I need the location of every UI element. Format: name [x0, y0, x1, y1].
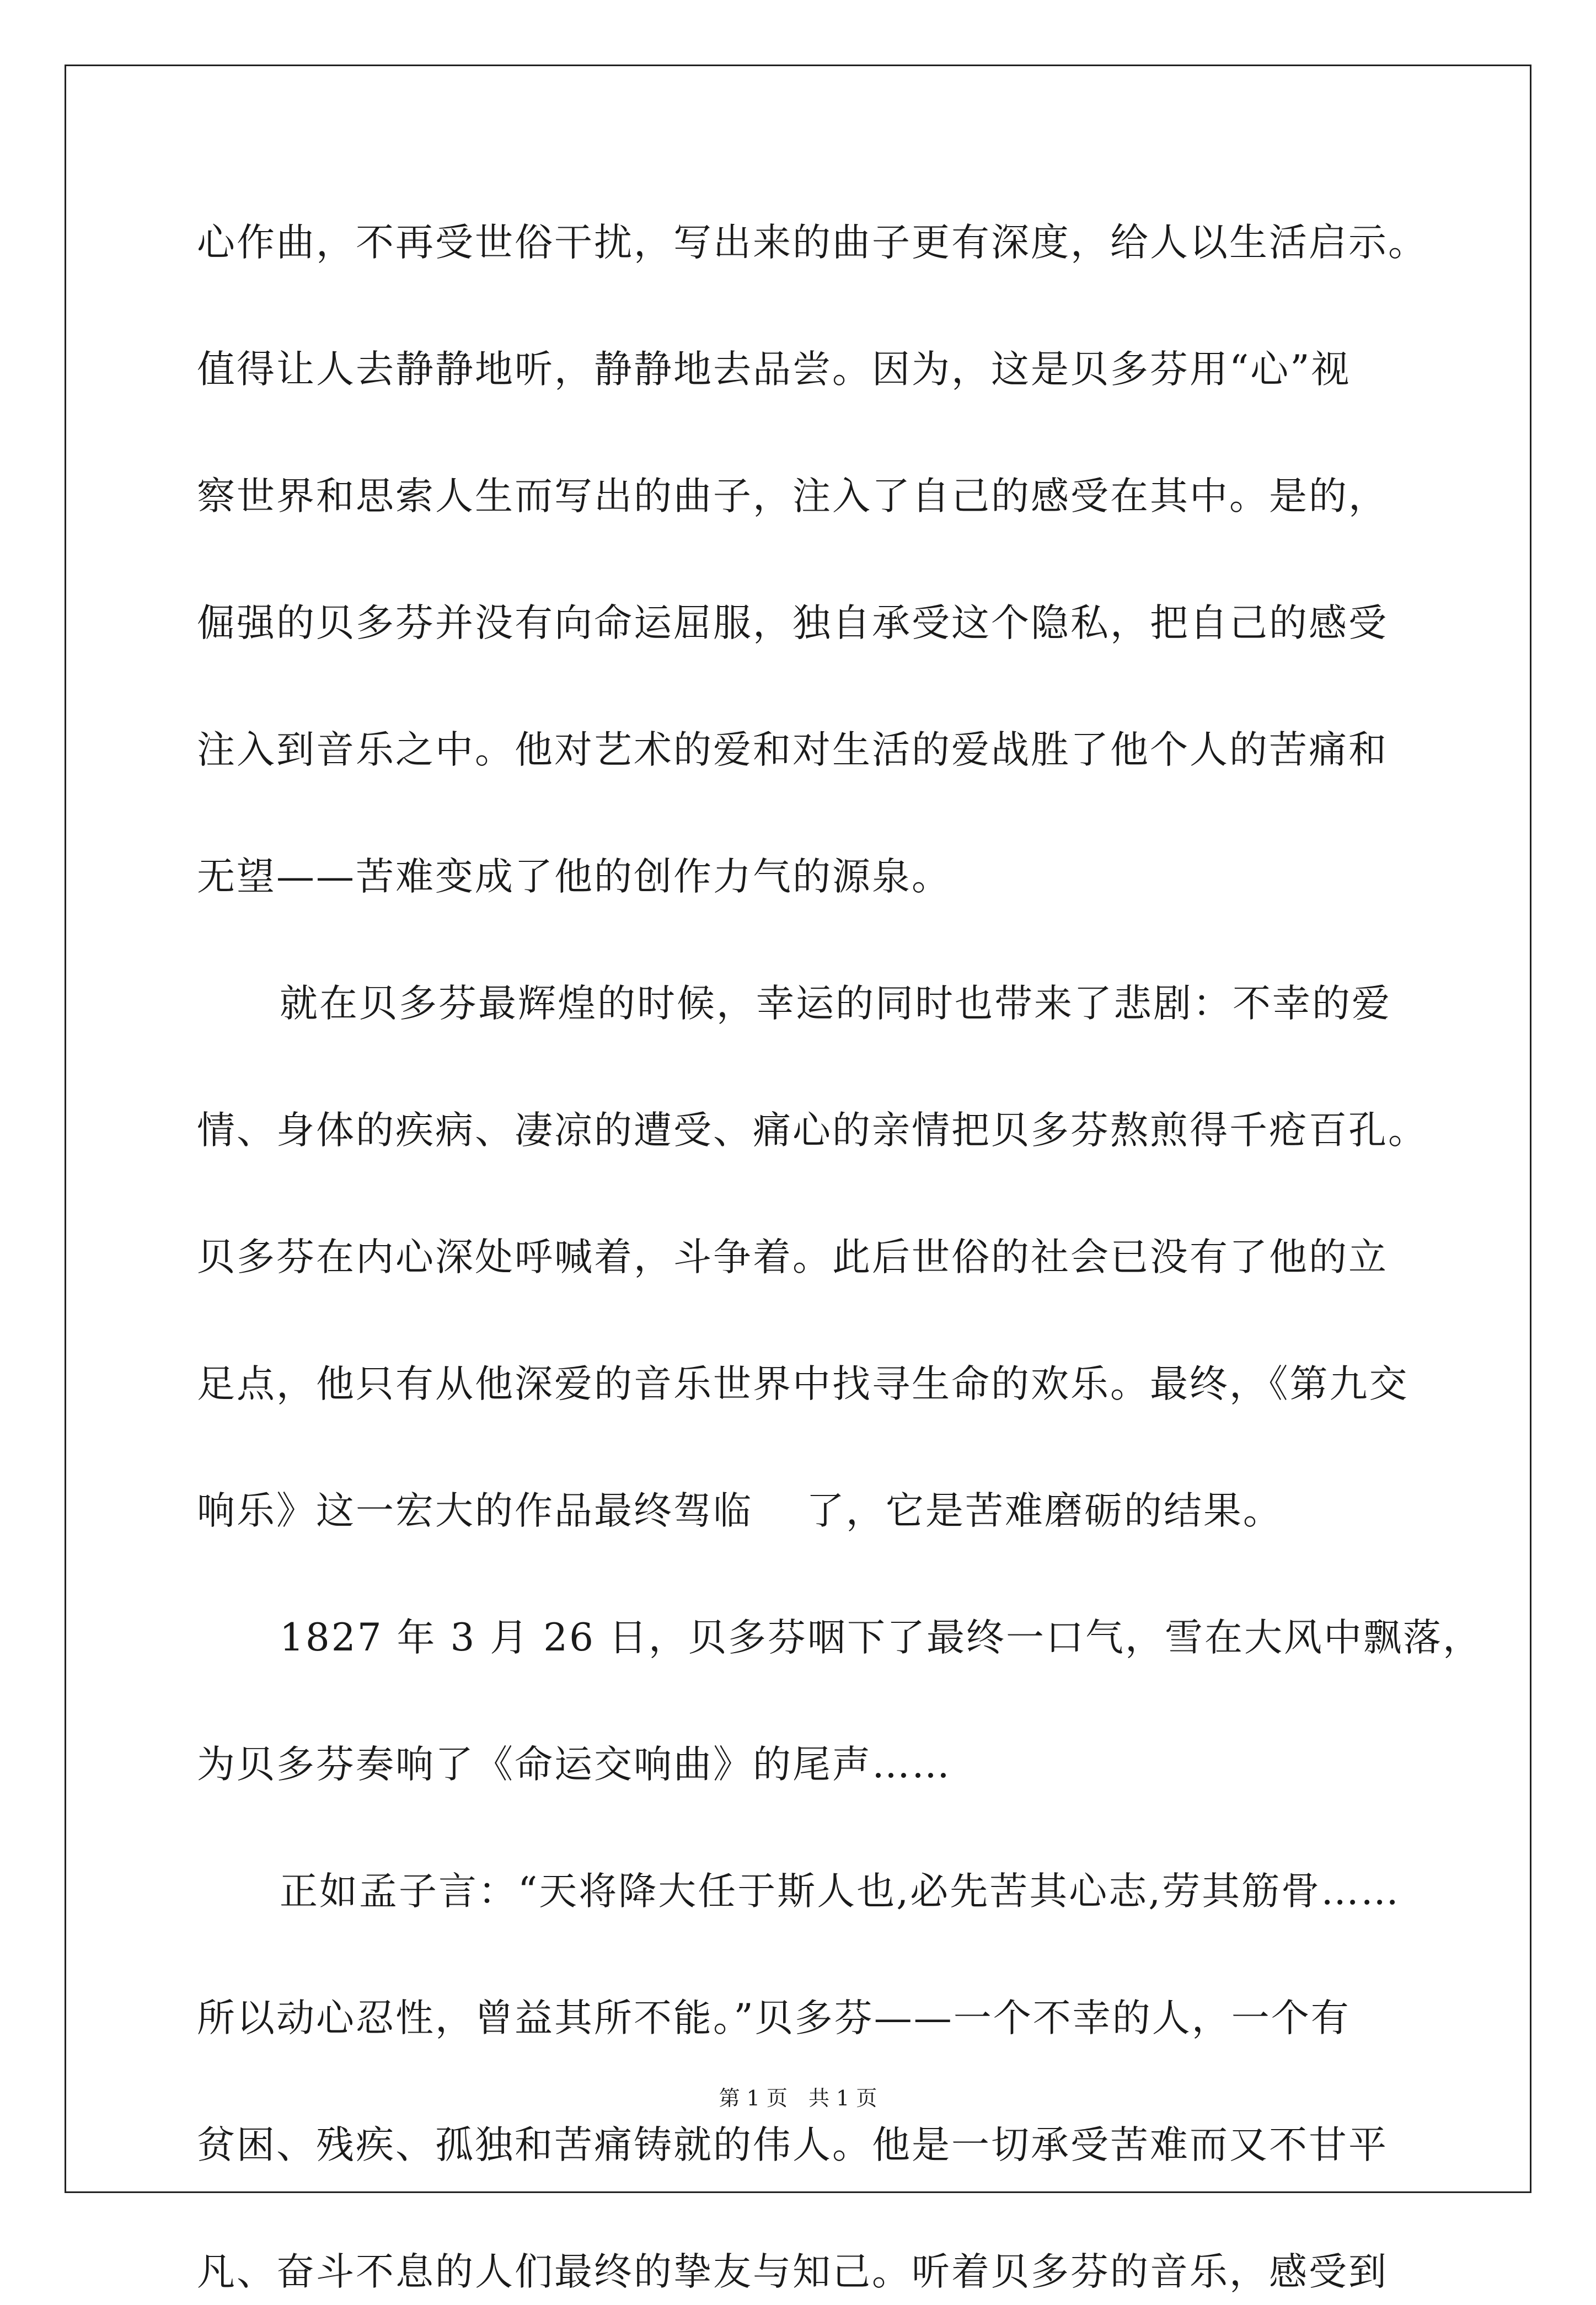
- text-line: 心作曲，不再受世俗干扰，写出来的曲子更有深度，给人以生活启示。: [197, 221, 1428, 265]
- text-line: 注入到音乐之中。他对艺术的爱和对生活的爱战胜了他个人的苦痛和: [197, 728, 1388, 772]
- text-line: 无望——苦难变成了他的创作力气的源泉。: [197, 855, 951, 899]
- text-line: 为贝多芬奏响了《命运交响曲》的尾声……: [197, 1743, 951, 1787]
- text-line: 凡、奋斗不息的人们最终的挚友与知己。听着贝多芬的音乐，感受到: [197, 2250, 1388, 2294]
- text-line: 情、身体的疾病、凄凉的遭受、痛心的亲情把贝多芬熬煎得千疮百孔。: [197, 1108, 1428, 1152]
- text-line: 足点，他只有从他深爱的音乐世界中找寻生命的欢乐。最终，《第九交: [197, 1362, 1409, 1406]
- paragraph-first-line: 1827 年 3 月 26 日，贝多芬咽下了最终一口气，雪在大风中飘落，: [280, 1616, 1482, 1660]
- text-line: 察世界和思索人生而写出的曲子，注入了自己的感受在其中。是的，: [197, 474, 1388, 518]
- text-line: 倔强的贝多芬并没有向命运屈服，独自承受这个隐私，把自己的感受: [197, 601, 1388, 645]
- paragraph-first-line: 就在贝多芬最辉煌的时候，幸运的同时也带来了悲剧：不幸的爱: [280, 982, 1391, 1026]
- text-line: 贝多芬在内心深处呼喊着，斗争着。此后世俗的社会已没有了他的立: [197, 1235, 1388, 1279]
- text-line: 所以动心忍性，曾益其所不能。”贝多芬——一个不幸的人，一个有: [197, 1996, 1351, 2040]
- paragraph-first-line: 正如孟子言：“天将降大任于斯人也,必先苦其心志,劳其筋骨……: [280, 1869, 1401, 1913]
- text-line: 响乐》这一宏大的作品最终驾临 了，它是苦难磨砺的结果。: [197, 1489, 1283, 1533]
- text-line: 值得让人去静静地听，静静地去品尝。因为，这是贝多芬用“心”视: [197, 347, 1351, 392]
- page-footer: 第 1 页 共 1 页: [719, 2086, 877, 2110]
- text-line: 贫困、残疾、孤独和苦痛铸就的伟人。他是一切承受苦难而又不甘平: [197, 2123, 1388, 2167]
